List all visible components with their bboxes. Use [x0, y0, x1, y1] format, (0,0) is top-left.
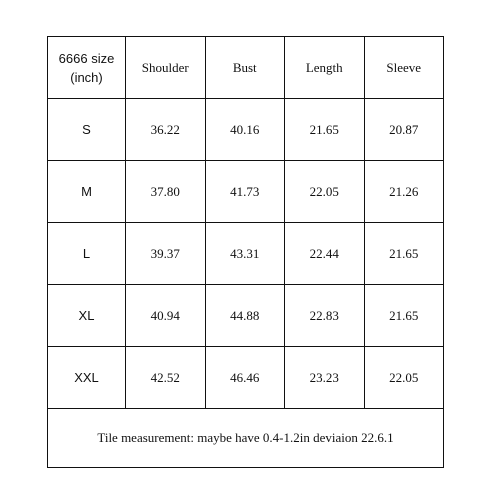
column-header-length: Length [285, 37, 365, 99]
column-header-bust: Bust [205, 37, 285, 99]
table-row [48, 347, 444, 409]
column-header-shoulder: Shoulder [126, 37, 206, 99]
length-cell: 22.44 [285, 223, 365, 285]
sleeve-cell: 21.26 [364, 161, 444, 223]
sleeve-cell: 21.65 [364, 285, 444, 347]
note-row [48, 409, 444, 468]
shoulder-cell: 40.94 [126, 285, 206, 347]
sleeve-cell: 20.87 [364, 99, 444, 161]
length-cell: 22.83 [285, 285, 365, 347]
length-cell: 23.23 [285, 347, 365, 409]
size-cell: XL [48, 285, 126, 347]
bust-cell: 40.16 [205, 99, 285, 161]
length-cell: 22.05 [285, 161, 365, 223]
sleeve-cell: 21.65 [364, 223, 444, 285]
bust-cell: 43.31 [205, 223, 285, 285]
length-cell: 21.65 [285, 99, 365, 161]
size-cell: XXL [48, 347, 126, 409]
bust-cell: 41.73 [205, 161, 285, 223]
size-cell: M [48, 161, 126, 223]
table-row [48, 161, 444, 223]
column-header-sleeve: Sleeve [364, 37, 444, 99]
size-unit-label: 6666 size [58, 50, 115, 66]
bust-cell: 46.46 [205, 347, 285, 409]
header-row [48, 37, 444, 99]
unit-label: (inch) [70, 69, 103, 85]
shoulder-cell: 42.52 [126, 347, 206, 409]
table-row [48, 285, 444, 347]
measurement-note: Tile measurement: maybe have 0.4-1.2in deviaion 22.6.1 [48, 409, 444, 468]
size-unit-header [48, 37, 126, 99]
shoulder-cell: 36.22 [126, 99, 206, 161]
table-row [48, 99, 444, 161]
size-cell: L [48, 223, 126, 285]
bust-cell: 44.88 [205, 285, 285, 347]
table-row [48, 223, 444, 285]
shoulder-cell: 39.37 [126, 223, 206, 285]
sleeve-cell: 22.05 [364, 347, 444, 409]
shoulder-cell: 37.80 [126, 161, 206, 223]
size-cell: S [48, 99, 126, 161]
size-chart-table [47, 36, 444, 468]
